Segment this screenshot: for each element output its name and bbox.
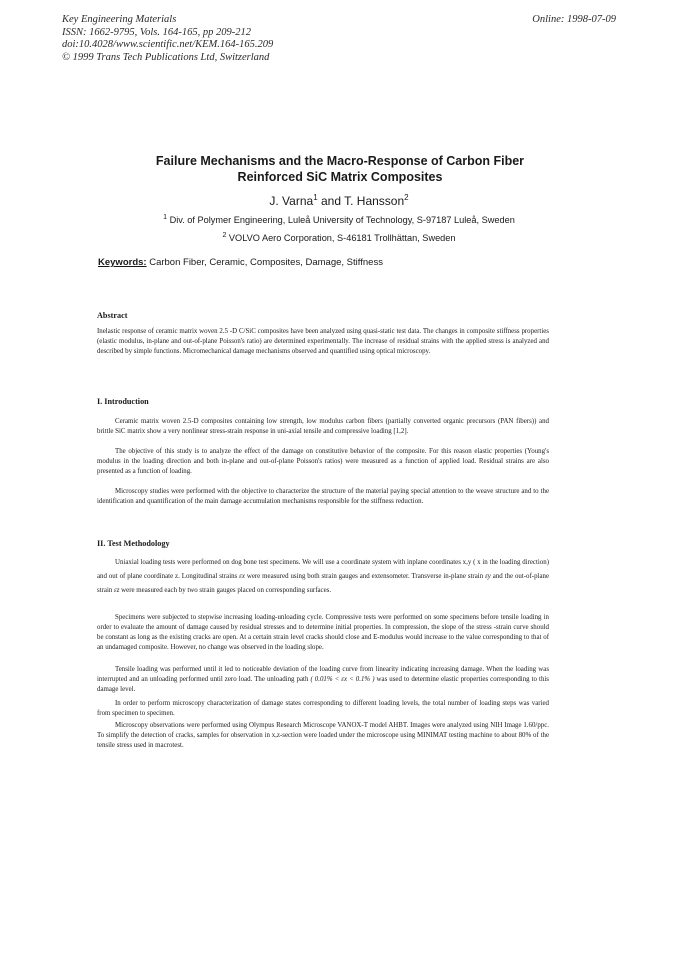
affiliation-1 xyxy=(0,215,678,225)
methodology-paragraph-3 xyxy=(97,665,549,695)
keywords-label: Keywords: xyxy=(98,257,147,268)
author-1: J. Varna xyxy=(269,194,314,208)
keywords xyxy=(98,257,383,268)
methodology-paragraph-2: Specimens were subjected to stepwise increasing loading-unloading cycle. Compressive tests were performed on some specimens before tensile loading in order to evaluate the amount of damage caused by residual stresses and to determine initial properties. In compression, the slope of the stress -strain curve should be constant as long as the existing cracks are open. At a certain strain level cracks should close and E-modulus would increase to the value corresponding to that of an undamaged composite. However, no change was observed in the loading slope. xyxy=(97,614,549,651)
affiliation-2-text: VOLVO Aero Corporation, S-46181 Trollhättan, Sweden xyxy=(226,233,456,243)
journal-name: Key Engineering Materials xyxy=(62,14,177,25)
title-line-1: Failure Mechanisms and the Macro-Response of Carbon Fiber xyxy=(155,154,525,168)
author-list xyxy=(0,194,678,208)
methodology-paragraph-4: In order to perform microscopy characterization of damage states corresponding to different loading levels, the total number of loading steps was varied from specimen to specimen. xyxy=(97,700,549,717)
methodology-p1-part-b: were measured using both strain gauges and extensometer. Transverse in-plane strain xyxy=(244,573,486,580)
methodology-heading: II. Test Methodology xyxy=(97,539,170,548)
title-line-2: Reinforced SiC Matrix Composites xyxy=(237,170,443,184)
author-2-mark: 2 xyxy=(404,193,409,202)
copyright-line: © 1999 Trans Tech Publications Ltd, Switzerland xyxy=(62,51,270,63)
methodology-p1-part-a: Uniaxial loading tests were performed on dog bone test specimens. We will use a coordinate system with inplane coordinates x,y ( x in the loading direction) and out of plane coordinate z. Longitudinal strains xyxy=(97,559,549,580)
affiliation-2 xyxy=(0,233,678,243)
strain-z-symbol: εz xyxy=(114,587,120,594)
introduction-paragraph-2: The objective of this study is to analyze the effect of the damage on constitutive behavior of the composite. For this reason elastic properties (Young's modulus in the loading direction and both in-plane and out-of-plane Poisson's ratios) were measured as a function of applied load. Residual strains are also presented as a function of loading. xyxy=(97,448,549,475)
strain-y-symbol: εy xyxy=(485,573,491,580)
introduction-heading: I. Introduction xyxy=(97,397,149,406)
online-date: Online: 1998-07-09 xyxy=(532,14,616,25)
methodology-p3-part-a: Tensile loading was performed until it led to noticeable deviation of the loading curve from linearity indicating increasing damage. When the loading was interrupted and an unloading performed until zero load. The unloading path xyxy=(97,666,549,683)
affiliation-2-mark: 2 xyxy=(222,231,227,239)
abstract-text: Inelastic response of ceramic matrix woven 2.5 -D C/SiC composites have been analyzed using quasi-static test data. The changes in composite stiffness properties (elastic modulus, in-plane and out-of-plane Poisson's ratio) are determined experimentally. The increase of residual strains with the applied stress is analyzed and described by simple functions. Micromechanical damage mechanisms observed and quantified using optical microscopy. xyxy=(97,328,549,355)
citation-header xyxy=(62,14,273,64)
methodology-p1-part-d: were measured each by two strain gauges placed on corresponding surfaces. xyxy=(119,587,332,594)
doi-line: doi:10.4028/www.scientific.net/KEM.164-165.209 xyxy=(62,39,274,50)
methodology-paragraph-5: Microscopy observations were performed using Olympus Research Microscope VANOX-T model AHBT. Images were analyzed using NIH Image 1.60/ppc. To simplify the detection of cracks, samples for observation in x,z-section were loaded under the microscope using MINIMAT testing machine to about 80% of the tensile stress used in macrotest. xyxy=(97,722,549,749)
author-1-mark: 1 xyxy=(313,193,318,202)
issn-line: ISSN: 1662-9795, Vols. 164-165, pp 209-212 xyxy=(62,26,251,38)
methodology-p1-part-c: and the out-of-plane strain xyxy=(97,573,549,594)
paper-title xyxy=(100,153,580,185)
affiliation-1-text: Div. of Polymer Engineering, Luleå University of Technology, S-97187 Luleå, Sweden xyxy=(167,215,515,225)
author-2: and T. Hansson xyxy=(317,194,405,208)
affiliation-1-mark: 1 xyxy=(163,213,168,221)
strain-x-symbol: εx xyxy=(239,573,245,580)
keywords-text: Carbon Fiber, Ceramic, Composites, Damage, Stiffness xyxy=(146,257,383,268)
strain-range: ( 0.01% < εx < 0.1% ) xyxy=(310,676,375,683)
methodology-p3-part-b: was used to determine elastic properties corresponding to this damage level. xyxy=(97,676,549,693)
methodology-paragraph-1 xyxy=(97,556,549,598)
abstract-heading: Abstract xyxy=(97,311,128,320)
introduction-paragraph-1: Ceramic matrix woven 2.5-D composites containing low strength, low modulus carbon fibers (partially converted organic precursors (PAN fibers)) and brittle SiC matrix show a very nonlinear stress-strain response in uni-axial tensile and compressive loading [1,2]. xyxy=(97,418,549,435)
introduction-paragraph-3: Microscopy studies were performed with the objective to characterize the structure of the material paying special attention to the weave structure and to the identification and quantification of the main damage accumulation mechanisms responsible for the stiffness reduction. xyxy=(97,488,549,505)
